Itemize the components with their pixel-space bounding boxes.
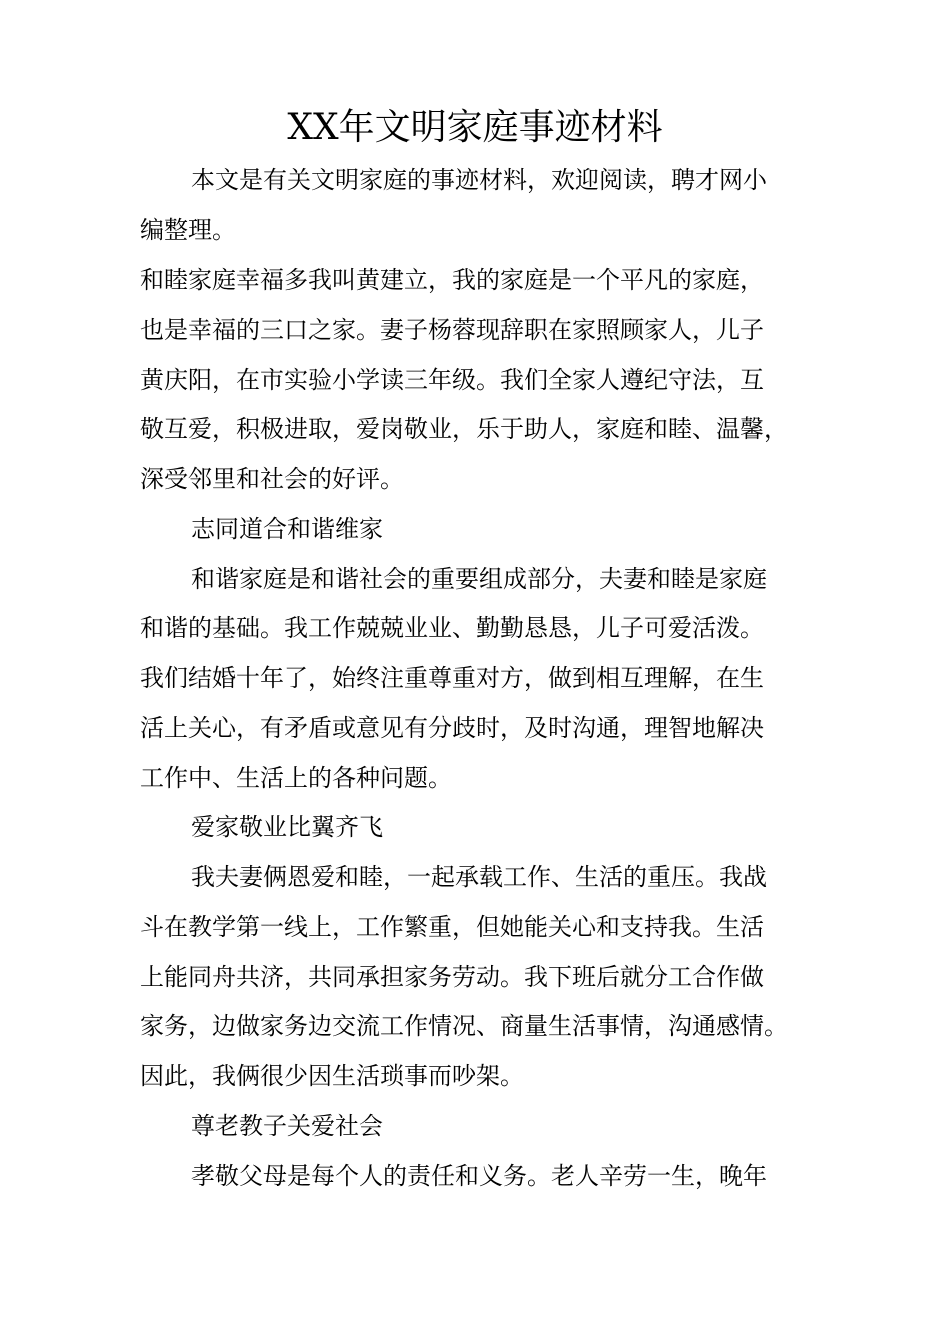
text-line: 工作中、生活上的各种问题。 [140, 764, 452, 792]
text-line: 因此，我俩很少因生活琐事而吵架。 [140, 1062, 524, 1090]
document-title: XX年文明家庭事迹材料 [287, 107, 663, 148]
section-heading: 志同道合和谐维家 [191, 515, 383, 543]
text-line: 编整理。 [140, 216, 236, 244]
text-line: 家务，边做家务边交流工作情况、商量生活事情，沟通感情。 [140, 1012, 788, 1040]
text-line: 敬互爱，积极进取，爱岗敬业，乐于助人，家庭和睦、温馨， [140, 415, 788, 443]
text-line: 深受邻里和社会的好评。 [140, 465, 404, 493]
text-line: 黄庆阳，在市实验小学读三年级。我们全家人遵纪守法，互 [140, 366, 764, 394]
text-line: 上能同舟共济，共同承担家务劳动。我下班后就分工合作做 [140, 963, 764, 991]
section-heading: 尊老教子关爱社会 [191, 1112, 383, 1140]
text-line: 斗在教学第一线上，工作繁重，但她能关心和支持我。生活 [140, 913, 764, 941]
text-line: 我们结婚十年了，始终注重尊重对方，做到相互理解，在生 [140, 664, 764, 692]
text-line: 和睦家庭幸福多我叫黄建立，我的家庭是一个平凡的家庭， [140, 266, 764, 294]
text-line: 孝敬父母是每个人的责任和义务。老人辛劳一生，晚年 [191, 1162, 767, 1190]
text-line: 和谐家庭是和谐社会的重要组成部分，夫妻和睦是家庭 [191, 565, 767, 593]
text-line: 本文是有关文明家庭的事迹材料，欢迎阅读，聘才网小 [191, 166, 767, 194]
text-line: 我夫妻俩恩爱和睦，一起承载工作、生活的重压。我战 [191, 863, 767, 891]
text-line: 活上关心，有矛盾或意见有分歧时，及时沟通，理智地解决 [140, 714, 764, 742]
text-line: 也是幸福的三口之家。妻子杨蓉现辞职在家照顾家人，儿子 [140, 316, 764, 344]
section-heading: 爱家敬业比翼齐飞 [191, 813, 383, 841]
text-line: 和谐的基础。我工作兢兢业业、勤勤恳恳，儿子可爱活泼。 [140, 614, 764, 642]
